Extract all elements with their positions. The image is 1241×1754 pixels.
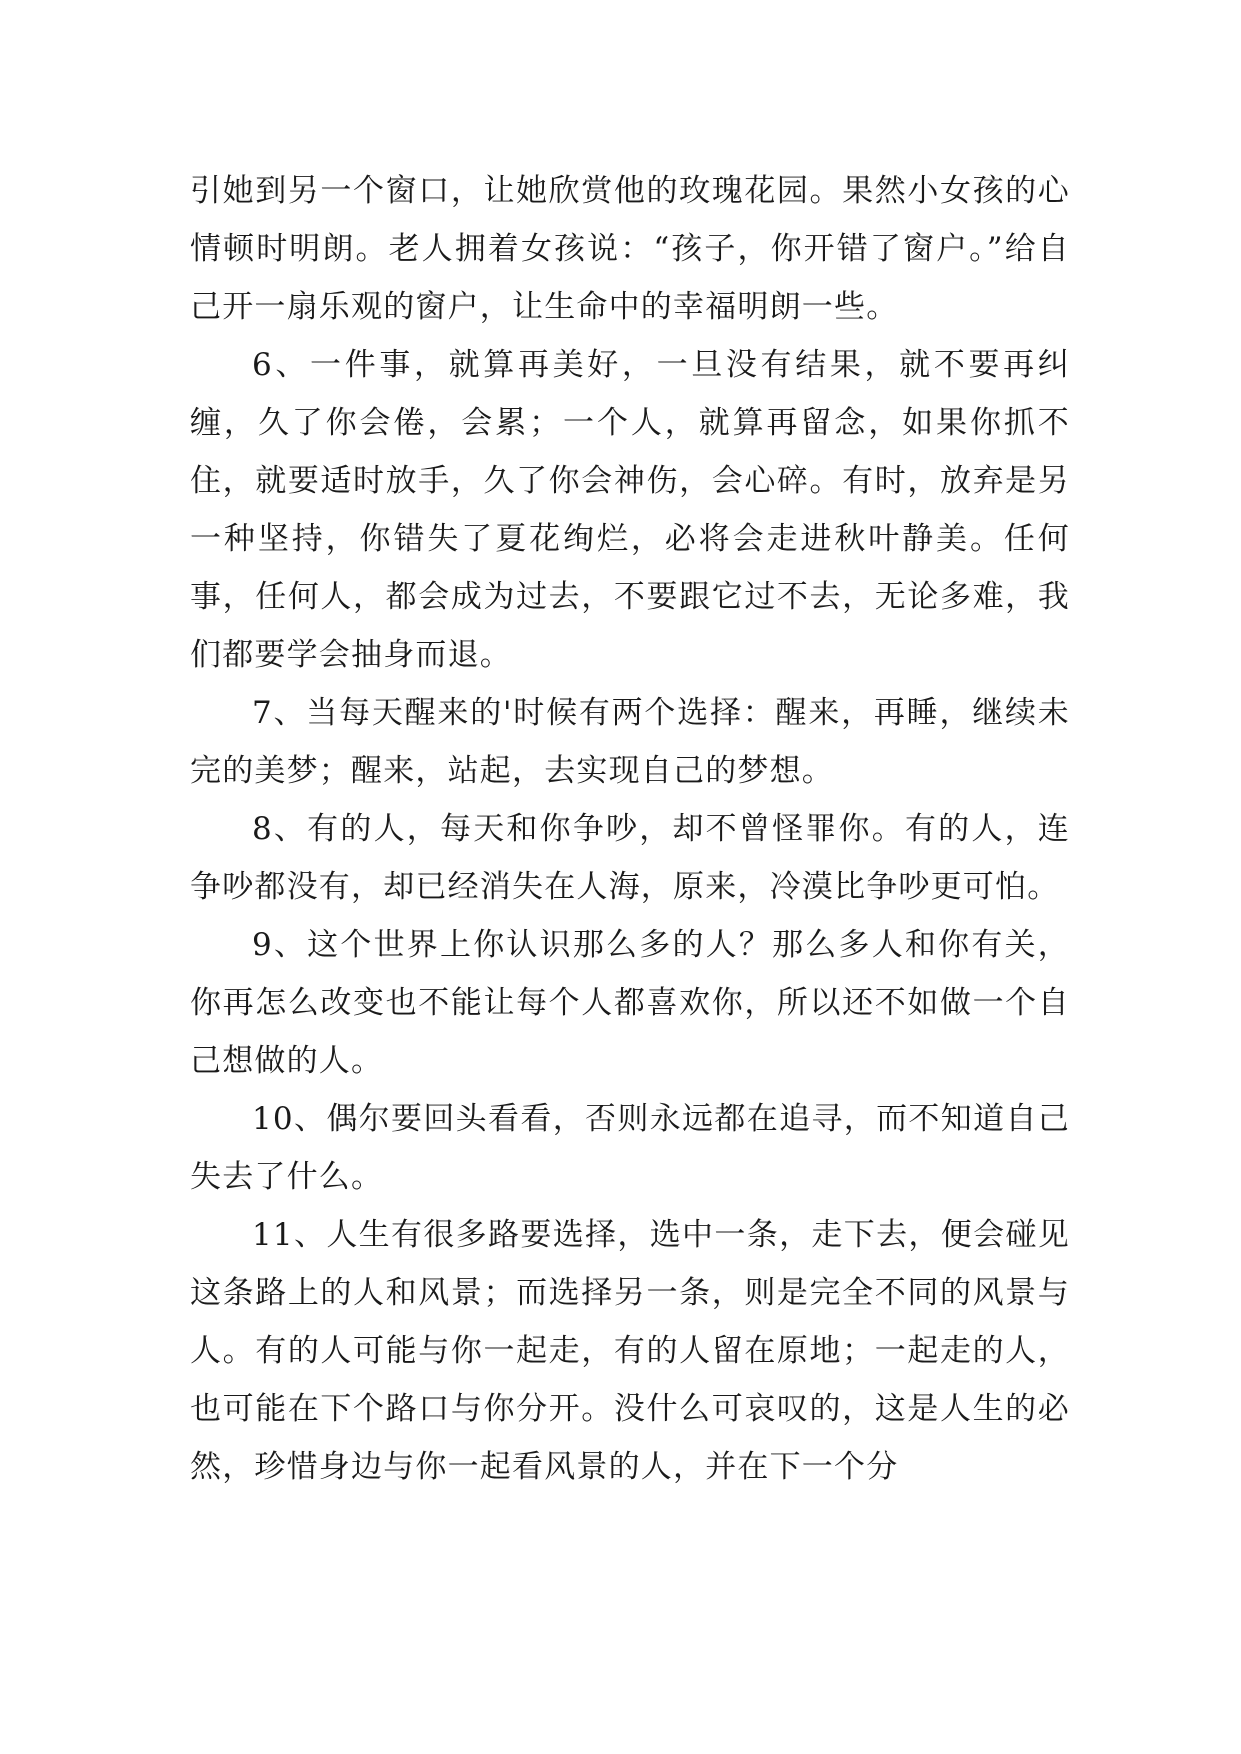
paragraph-item-11: 11、人生有很多路要选择，选中一条，走下去，便会碰见这条路上的人和风景；而选择另一条，则是完全不同的风景与人。有的人可能与你一起走，有的人留在原地；一起走的人，也可能在下个路口与你分开。没什么可哀叹的，这是人生的必然，珍惜身边与你一起看风景的人，并在下一个分: [190, 1217, 1070, 1485]
paragraph-item-6: 6、一件事，就算再美好，一旦没有结果，就不要再纠缠，久了你会倦，会累；一个人，就算再留念，如果你抓不住，就要适时放手，久了你会神伤，会心碎。有时，放弃是另一种坚持，你错失了夏花绚烂，必将会走进秋叶静美。任何事，任何人，都会成为过去，不要跟它过不去，无论多难，我们都要学会抽身而退。: [190, 347, 1070, 673]
document-text-body: [190, 162, 1070, 1496]
paragraph-item-10: 10、偶尔要回头看看，否则永远都在追寻，而不知道自己失去了什么。: [190, 1101, 1070, 1195]
paragraph-item-8: 8、有的人，每天和你争吵，却不曾怪罪你。有的人，连争吵都没有，却已经消失在人海，原来，冷漠比争吵更可怕。: [190, 811, 1070, 905]
paragraph-item-7: 7、当每天醒来的'时候有两个选择：醒来，再睡，继续未完的美梦；醒来，站起，去实现自己的梦想。: [190, 695, 1070, 789]
paragraph-continuation: 引她到另一个窗口，让她欣赏他的玫瑰花园。果然小女孩的心情顿时明朗。老人拥着女孩说：“孩子，你开错了窗户。”给自己开一扇乐观的窗户，让生命中的幸福明朗一些。: [190, 173, 1070, 325]
paragraph-item-9: 9、这个世界上你认识那么多的人？那么多人和你有关，你再怎么改变也不能让每个人都喜欢你，所以还不如做一个自己想做的人。: [190, 927, 1070, 1079]
